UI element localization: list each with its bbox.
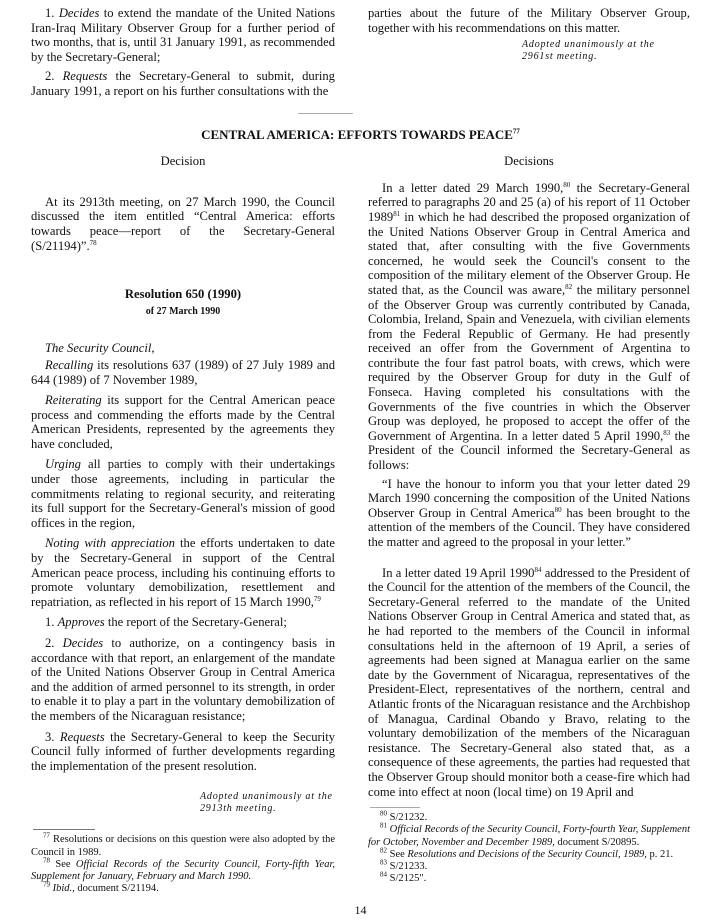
operative-item-2: 2. Requests the Secretary-General to submit, during January 1991, a report on his further consultations with the bbox=[31, 69, 335, 98]
footnote: $^{80}$ S/21232. bbox=[380, 809, 428, 824]
continuation-text: parties about the future of the Military Observer Group, together with his recommendations on this matter. bbox=[368, 6, 690, 35]
decision-intro: At its 2913th meeting, on 27 March 1990, the Council discussed the item entitled “Central America: efforts towards peace—report of the Secretary-General (S/21194)”.$^{78}$ bbox=[31, 194, 335, 253]
operative-para: 1. Approves the report of the Secretary-General; bbox=[45, 615, 287, 630]
decision-para: In a letter dated 29 March 1990,80 the Secretary-General referred to paragraphs 20 and 25 (a) of his report of 11 October 1989$^{81}$ in which he had described the proposed organization of the United Nations Observer Group in Central America and stated that, after consulting with the five Governments concerned, he would seek the Council's consent to the composition of the military element of the Observer Group. He stated that, as the Council was aware,$^{82}$ the military personnel of the Observer Group was currently contributed by Canada, Colombia, Ireland, Spain and Venezuela, with civilian elements from the Federal Republic of Germany. He had presently received an offer from the Government of Argentina to contribute the four fast patrol boats, with crews, which were required by the Observer Group for duty in the Gulf of Fonseca. Having completed his consultations with the Governments of the five countries in which the Observer Group was deployed, he proposed to accept the offer of the Government of Argentina. In a letter dated 5 April 1990,83 the President of the Council informed the Secretary-General as follows: bbox=[368, 180, 690, 473]
left-footnotes bbox=[31, 831, 335, 895]
divider bbox=[298, 113, 353, 114]
adopted-line: Adopted unanimously at the bbox=[200, 791, 333, 803]
footnote: $^{81}$ Official Records of the Security Council, Forty-fourth Year, Supplement for October, November and December 1989, document S/20895. bbox=[368, 821, 691, 848]
top-left-items bbox=[31, 6, 335, 99]
page-number: 14 bbox=[354, 903, 367, 918]
council-heading: The Security Council, bbox=[45, 341, 155, 356]
footnote: $^{77}$ Resolutions or decisions on this question were also adopted by the Council in 1989. bbox=[31, 831, 335, 858]
footnote: $^{83}$ S/21233. bbox=[380, 858, 428, 872]
right-column bbox=[368, 154, 690, 895]
footnote: $^{78}$ See Official Records of the Security Council, Forty-fifth Year, Supplement for January, February and March 1990. bbox=[31, 856, 335, 882]
adopted-note bbox=[200, 791, 335, 815]
preamble-para: Noting with appreciation the efforts undertaken to date by the Secretary-General in support of the Central American peace process, including his continuing efforts to promote voluntary demobilization, resettlement and repatriation, as reflected in his report of 15 March 1990,79 bbox=[31, 536, 335, 609]
adopted-line: 2913th meeting. bbox=[200, 803, 277, 815]
resolution-date: of 27 March 1990 bbox=[145, 305, 221, 317]
footnote: $^{82}$ See Resolutions and Decisions of the Security Council, 1989, p. 21. bbox=[380, 846, 674, 860]
right-footnotes bbox=[368, 809, 691, 885]
footnote-rule bbox=[33, 829, 95, 830]
resolution-title: Resolution 650 (1990) bbox=[124, 287, 242, 302]
footnote-rule bbox=[370, 807, 420, 808]
adopted-line: 2961st meeting. bbox=[522, 51, 598, 63]
footnote: $^{79}$ Ibid., document S/21194. bbox=[43, 880, 159, 895]
preamble-para: Urging all parties to comply with their undertakings under those agreements, including in particular the commitments relating to regional security, and reiterating its full support for the Secretary-General's mission of good offices in the region, bbox=[31, 457, 335, 530]
preamble-para: Recalling its resolutions 637 (1989) of 27 July 1989 and 644 (1989) of 7 November 1989, bbox=[31, 357, 335, 387]
operative-para: 2. Decides to authorize, on a contingency basis in accordance with that report, an enlargement of the mandate of the United Nations Observer Group in Central America and the addition of armed personnel to its strength, in order to enable it to play a part in the voluntary demobilization of the members of the Nicaraguan resistance; bbox=[31, 636, 335, 723]
footnote: $^{84}$ S/2125". bbox=[380, 870, 427, 885]
decision-para: In a letter dated 19 April 1990$^{84}$ addressed to the President of the Council for the attention of the members of the Council, the Secretary-General referred to the mandate of the United Nations Observer Group in Central America and stated that, as he had reported to the members of the Council in informal consultations held in the afternoon of 19 April, a series of agreements had been signed at Managua earlier on the same date by the Government of Nicaragua, representatives of the President-Elect, representatives of the northern, central and Atlantic fronts of the Nicaraguan resistance and the Archbishop of Managua, Cardinal Obando y Bravo, relating to the voluntary demobilization of the members of the Nicaraguan resistance. The Secretary-General also stated that, as a consequence of these agreements, the parties had requested that the Observer Group should monitor both a cease-fire which had come into effect at noon (local time) on 19 April and bbox=[368, 565, 690, 799]
adopted-line: Adopted unanimously at the bbox=[522, 39, 655, 51]
section-title: CENTRAL AMERICA: EFFORTS TOWARDS PEACE$^{77}$ bbox=[201, 126, 520, 142]
decision-heading: Decision bbox=[160, 154, 206, 169]
quoted-letter: “I have the honour to inform you that your letter dated 29 March 1990 concerning the composition of the United Nations Observer Group in Central America$^{80}$ has been brought to the attention of the members of the Council. They have considered the matter and agreed to the proposal in your letter.” bbox=[368, 476, 690, 549]
operative-para: 3. Requests the Secretary-General to keep the Security Council fully informed of further developments regarding the implementation of the present resolution. bbox=[31, 729, 336, 773]
left-column bbox=[31, 154, 335, 895]
operative-item-1: 1. Decides to extend the mandate of the United Nations Iran-Iraq Military Observer Group for a further period of two months, that is, until 31 January 1991, as recommended by the Secretary-General; bbox=[31, 6, 335, 64]
preamble-para: Reiterating its support for the Central American peace process and commending the efforts made by the Central American Presidents, represented by the agreements they have concluded, bbox=[31, 393, 335, 451]
top-right-continuation bbox=[368, 6, 690, 99]
decisions-heading: Decisions bbox=[504, 154, 554, 169]
top-section bbox=[0, 0, 721, 99]
adopted-note-top bbox=[522, 39, 690, 63]
main-columns bbox=[0, 154, 721, 895]
